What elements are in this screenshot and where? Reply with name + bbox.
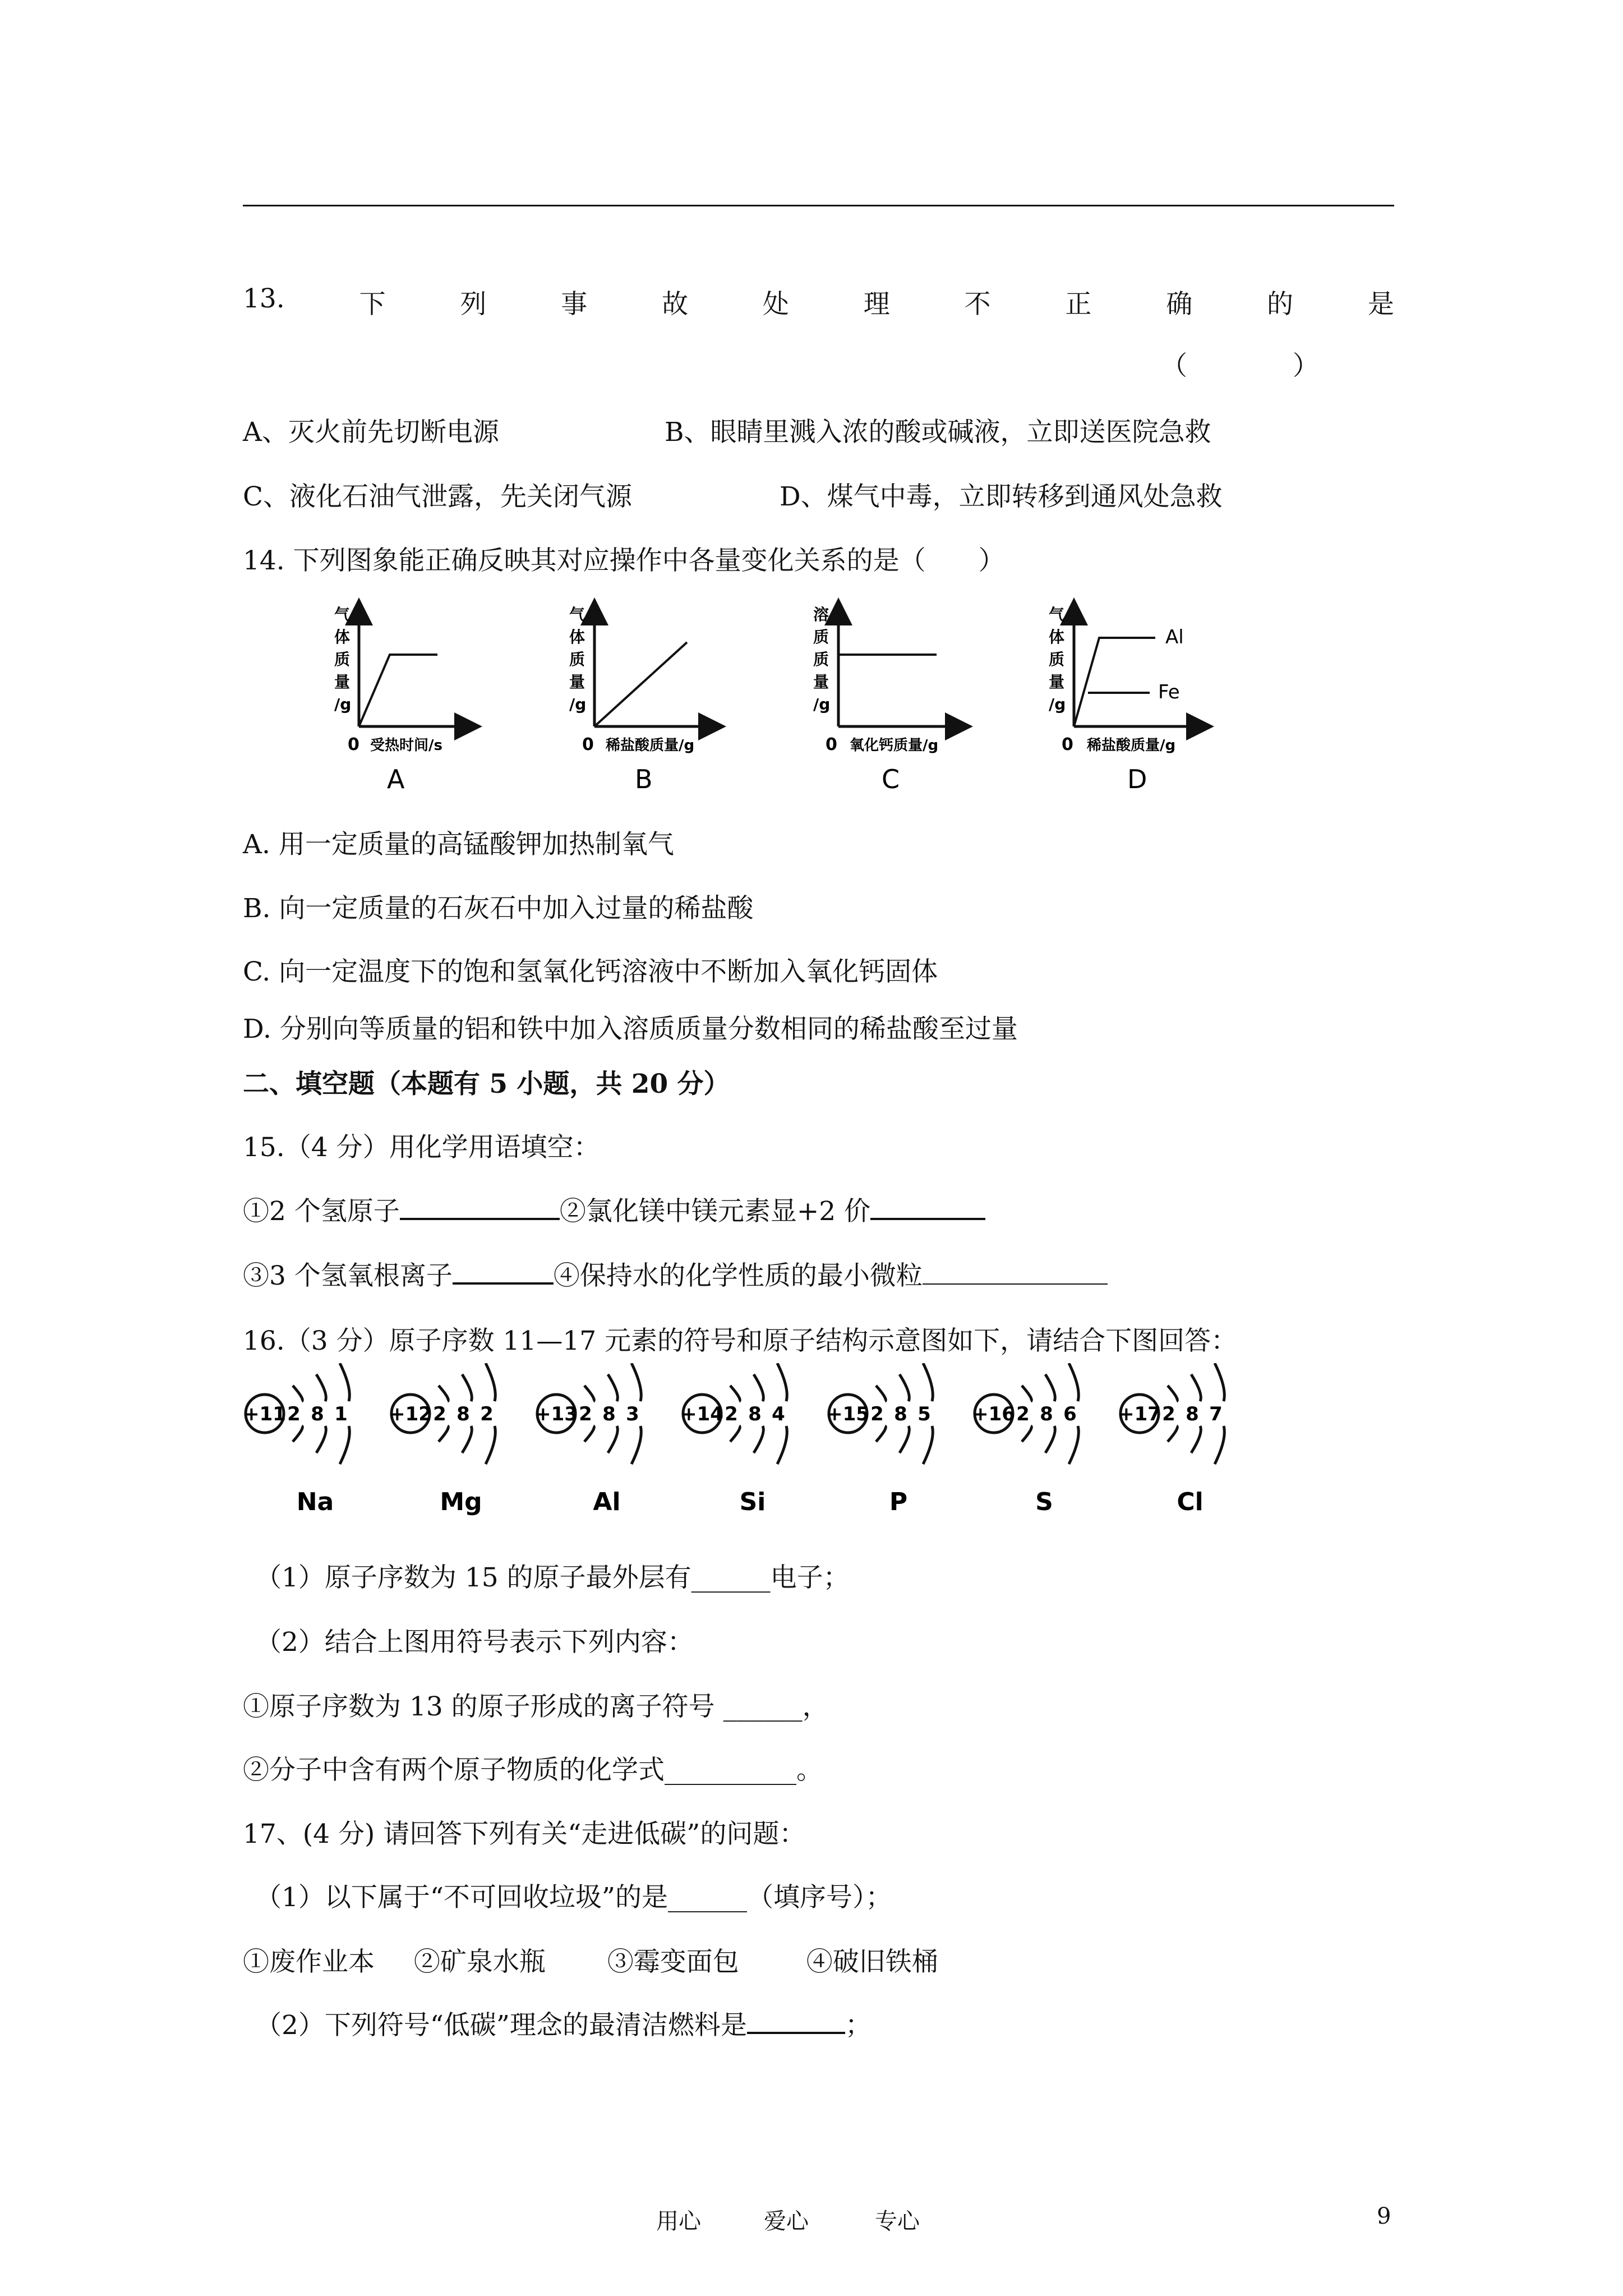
graph-c-ylabel: 质 [813, 628, 829, 646]
graph-a-xlabel: 受热时间/s [370, 737, 442, 754]
graph-b-ylabel: 质 [569, 650, 585, 669]
q14-option-a: A. 用一定质量的高锰酸钾加热制氧气 [243, 829, 674, 860]
graph-c-xlabel: 氧化钙质量/g [850, 737, 939, 754]
q17-item: ②矿泉水瓶 [413, 1947, 546, 1977]
graph-a-letter: A [387, 764, 405, 794]
atom-S [972, 1363, 1078, 1516]
q15-blank-4[interactable] [923, 1263, 1108, 1285]
electron-shell-arc [1215, 1363, 1224, 1401]
shell-electron-count: 1 [334, 1403, 348, 1425]
shell-electron-count: 2 [480, 1403, 494, 1425]
electron-shell-arc [340, 1426, 349, 1464]
electron-shell-arc [754, 1374, 763, 1401]
electron-shell-arc [876, 1426, 886, 1442]
footer-word-1: 用心 [656, 2208, 701, 2234]
element-symbol: S [1035, 1488, 1053, 1516]
electron-shell-arc [293, 1386, 302, 1401]
q17-item: ③霉变面包 [607, 1947, 739, 1977]
electron-shell-arc [631, 1426, 641, 1464]
graph-d-letter: D [1127, 764, 1147, 794]
nucleus-charge: +11 [243, 1403, 286, 1425]
shell-electron-count: 6 [1063, 1403, 1077, 1425]
q13-char: 下 [359, 289, 386, 320]
graph-c-ylabel: 质 [813, 650, 829, 669]
graph-a-ylabel: 气 [334, 605, 351, 624]
graph-d-ylabel: 体 [1049, 628, 1065, 646]
q17-part-2 [255, 2004, 872, 2042]
electron-shell-arc [1191, 1426, 1201, 1453]
graph-a-ylabel: 体 [334, 628, 351, 646]
shell-electron-count: 7 [1209, 1403, 1223, 1425]
electron-shell-arc [730, 1386, 740, 1401]
shell-electron-count: 8 [748, 1403, 762, 1425]
q16-part-4: ②分子中含有两个原子物质的化学式__________。 [243, 1755, 823, 1786]
graph-b-ylabel: 气 [569, 605, 585, 624]
q15-item-4: ④保持水的化学性质的最小微粒 [553, 1260, 923, 1291]
shell-electron-count: 2 [870, 1403, 884, 1425]
q17-part-2-end: ； [845, 2010, 872, 2041]
q14-option-c: C. 向一定温度下的饱和氢氧化钙溶液中不断加入氧化钙固体 [243, 956, 938, 987]
q14-stem: 14. 下列图象能正确反映其对应操作中各量变化关系的是（ ） [243, 545, 1005, 576]
electron-shell-arc [900, 1426, 909, 1453]
electron-shell-arc [876, 1386, 886, 1401]
electron-shell-arc [777, 1363, 787, 1401]
element-symbol: Al [593, 1488, 621, 1516]
electron-shell-arc [584, 1386, 594, 1401]
atom-P [827, 1363, 933, 1516]
shell-electron-count: 8 [602, 1403, 616, 1425]
q13-char: 故 [662, 289, 689, 320]
q15-blank-1[interactable] [400, 1198, 560, 1220]
q16-part-3: ①原子序数为 13 的原子形成的离子符号 ______， [243, 1691, 829, 1722]
q15-line-1 [243, 1190, 985, 1228]
q15-line-2 [243, 1255, 1108, 1292]
electron-shell-arc [608, 1374, 617, 1401]
shell-electron-count: 5 [917, 1403, 931, 1425]
graph-b-ylabel: /g [569, 695, 587, 714]
footer-word-3: 专心 [875, 2208, 920, 2234]
electron-shell-arc [1069, 1363, 1078, 1401]
q17-item: ①废作业本 [243, 1947, 375, 1977]
q15-blank-3[interactable] [453, 1262, 554, 1285]
shell-electron-count: 2 [287, 1403, 301, 1425]
q14-option-b: B. 向一定质量的石灰石中加入过量的稀盐酸 [243, 893, 754, 924]
nucleus-charge: +16 [972, 1403, 1015, 1425]
shell-electron-count: 2 [1162, 1403, 1175, 1425]
section-heading: 二、填空题（本题有 5 小题，共 20 分） [243, 1069, 730, 1099]
graph-b-letter: B [635, 764, 653, 794]
electron-shell-arc [730, 1426, 740, 1442]
element-symbol: P [889, 1488, 908, 1516]
q17-stem: 17、(4 分) 请回答下列有关“走进低碳”的问题： [243, 1819, 806, 1849]
shell-electron-count: 8 [894, 1403, 907, 1425]
electron-shell-arc [1168, 1426, 1177, 1442]
q13-char: 的 [1267, 289, 1294, 320]
graph-a-origin: 0 [348, 735, 359, 754]
electron-shell-arc [777, 1426, 787, 1464]
q13-number: 13. [243, 283, 285, 314]
graph-d-ylabel: 质 [1049, 650, 1065, 669]
shell-electron-count: 3 [626, 1403, 639, 1425]
q17-blank[interactable] [747, 2012, 845, 2034]
shell-electron-count: 2 [433, 1403, 446, 1425]
header-rule [243, 205, 1394, 206]
element-symbol: Mg [440, 1488, 482, 1516]
electron-shell-arc [1045, 1374, 1055, 1401]
q13-char: 是 [1367, 289, 1394, 320]
nucleus-charge: +17 [1118, 1403, 1161, 1425]
electron-shell-arc [1045, 1426, 1055, 1453]
q15-item-3: ③3 个氢氧根离子 [243, 1260, 453, 1291]
graph-b [569, 603, 721, 754]
q16-stem: 16.（3 分）原子序数 11—17 元素的符号和原子结构示意图如下，请结合下图回答： [243, 1326, 1238, 1356]
atom-Si [681, 1363, 787, 1516]
atom-structure-diagram [241, 1363, 1307, 1526]
q15-blank-2[interactable] [870, 1198, 985, 1220]
electron-shell-arc [316, 1374, 326, 1401]
q13-char: 事 [561, 289, 588, 320]
q13-char: 不 [964, 289, 991, 320]
graph-d-xlabel: 稀盐酸质量/g [1087, 737, 1176, 754]
graph-d-ylabel: 气 [1049, 605, 1065, 624]
shell-electron-count: 2 [1016, 1403, 1030, 1425]
q13-stem [243, 283, 1394, 321]
q16-part-1: （1）原子序数为 15 的原子最外层有______电子； [255, 1562, 850, 1593]
q15-stem: 15.（4 分）用化学用语填空： [243, 1132, 600, 1163]
graph-a-ylabel: /g [334, 695, 352, 714]
graph-c-origin: 0 [826, 735, 837, 754]
graph-c-ylabel: /g [813, 695, 831, 714]
graph-d-ylabel: 量 [1049, 673, 1065, 691]
electron-shell-arc [631, 1363, 641, 1401]
q17-part-1: （1）以下属于“不可回收垃圾”的是______（填序号）； [255, 1882, 892, 1913]
graph-b-ylabel: 量 [569, 673, 585, 691]
page-number: 9 [1377, 2203, 1391, 2229]
graph-c-letter: C [882, 764, 900, 794]
electron-shell-arc [1191, 1374, 1201, 1401]
electron-shell-arc [900, 1374, 909, 1401]
atom-Mg [389, 1363, 495, 1516]
electron-shell-arc [608, 1426, 617, 1453]
q13-option-d: D、煤气中毒，立即转移到通风处急救 [780, 481, 1223, 512]
shell-electron-count: 4 [772, 1403, 785, 1425]
electron-shell-arc [486, 1426, 495, 1464]
q13-char: 正 [1065, 289, 1092, 320]
electron-shell-arc [439, 1386, 448, 1401]
shell-electron-count: 8 [457, 1403, 470, 1425]
graph-c-ylabel: 溶 [813, 605, 829, 624]
graph-c [813, 603, 967, 754]
graph-a-curve [359, 655, 437, 726]
q13-answer-paren: （ ） [1161, 351, 1319, 381]
electron-shell-arc [293, 1426, 302, 1442]
electron-shell-arc [462, 1374, 472, 1401]
q15-item-2: ②氯化镁中镁元素显+2 价 [559, 1196, 871, 1227]
graph-a-ylabel: 量 [334, 673, 351, 691]
graph-b-line [594, 642, 687, 726]
footer-word-2: 爱心 [764, 2208, 809, 2234]
electron-shell-arc [1168, 1386, 1177, 1401]
electron-shell-arc [439, 1426, 448, 1442]
q13-option-c: C、液化石油气泄露，先关闭气源 [243, 481, 632, 512]
graph-c-ylabel: 量 [813, 673, 829, 691]
shell-electron-count: 8 [1040, 1403, 1053, 1425]
q15-item-1: ①2 个氢原子 [243, 1196, 400, 1227]
q13-option-b: B、眼睛里溅入浓的酸或碱液，立即送医院急救 [665, 417, 1211, 448]
graph-d [1049, 603, 1209, 754]
electron-shell-arc [486, 1363, 495, 1401]
atom-Al [535, 1363, 641, 1516]
element-symbol: Si [739, 1488, 766, 1516]
shell-electron-count: 2 [725, 1403, 738, 1425]
atom-Cl [1118, 1363, 1224, 1516]
graph-d-origin: 0 [1062, 735, 1073, 754]
atom-Na [243, 1363, 349, 1516]
q17-items [243, 1941, 938, 1978]
q13-char: 列 [460, 289, 487, 320]
q13-char: 处 [762, 289, 789, 320]
nucleus-charge: +12 [389, 1403, 432, 1425]
q14-option-d: D. 分别向等质量的铝和铁中加入溶质质量分数相同的稀盐酸至过量 [243, 1014, 1018, 1045]
graph-d-al-label: Al [1165, 626, 1184, 648]
electron-shell-arc [923, 1426, 933, 1464]
nucleus-charge: +15 [827, 1403, 869, 1425]
electron-shell-arc [316, 1426, 326, 1453]
q17-part-2-text: （2）下列符号“低碳”理念的最清洁燃料是 [255, 2010, 747, 2041]
shell-electron-count: 2 [579, 1403, 592, 1425]
graph-b-ylabel: 体 [569, 628, 585, 646]
nucleus-charge: +13 [535, 1403, 578, 1425]
electron-shell-arc [923, 1363, 933, 1401]
q17-item: ④破旧铁桶 [806, 1947, 938, 1977]
electron-shell-arc [584, 1426, 594, 1442]
electron-shell-arc [754, 1426, 763, 1453]
graph-d-ylabel: /g [1049, 695, 1066, 714]
graph-d-al-curve [1074, 638, 1155, 726]
electron-shell-arc [340, 1363, 349, 1401]
nucleus-charge: +14 [681, 1403, 723, 1425]
graph-a [334, 603, 477, 754]
element-symbol: Cl [1177, 1488, 1204, 1516]
electron-shell-arc [462, 1426, 472, 1453]
electron-shell-arc [1022, 1426, 1031, 1442]
graph-a-ylabel: 质 [334, 650, 351, 669]
electron-shell-arc [1069, 1426, 1078, 1464]
q13-char: 理 [863, 289, 890, 320]
shell-electron-count: 8 [311, 1403, 324, 1425]
q16-part-2: （2）结合上图用符号表示下列内容： [255, 1627, 694, 1658]
q13-option-a: A、灭火前先切断电源 [243, 417, 499, 448]
graph-b-origin: 0 [582, 735, 594, 754]
q14-graphs [314, 592, 1267, 805]
electron-shell-arc [1215, 1426, 1224, 1464]
shell-electron-count: 8 [1186, 1403, 1199, 1425]
q13-char: 确 [1166, 289, 1193, 320]
graph-d-fe-label: Fe [1158, 681, 1180, 703]
graph-b-xlabel: 稀盐酸质量/g [606, 737, 695, 754]
element-symbol: Na [296, 1488, 334, 1516]
electron-shell-arc [1022, 1386, 1031, 1401]
